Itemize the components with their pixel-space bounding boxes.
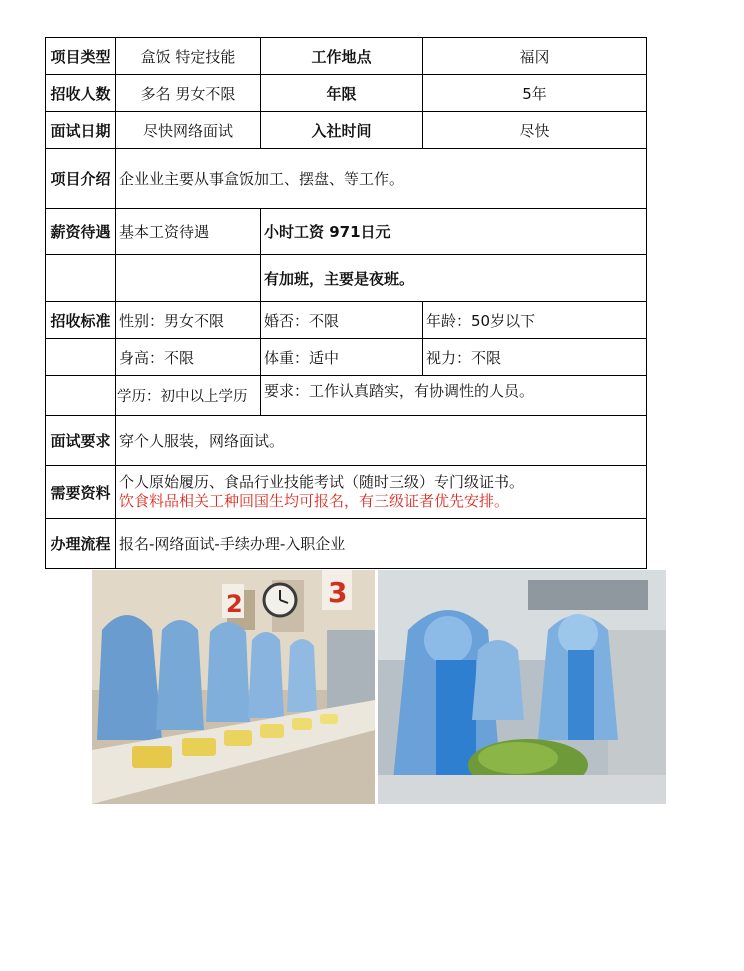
value-headcount: 多名 男女不限 [116,75,261,112]
row-headcount [46,75,647,112]
bento-line-image [92,570,375,804]
value-docs [116,466,647,519]
label-standard: 招收标准 [46,302,116,339]
empty-cell [116,255,261,302]
value-term: 5年 [423,75,647,112]
value-height: 身高：不限 [116,339,261,376]
value-interview-req: 穿个人服装，网络面试。 [116,416,647,466]
label-term: 年限 [261,75,423,112]
docs-line-2: 饮食料品相关工种回国生均可报名，有三级证者优先安排。 [119,492,510,510]
label-start-date: 入社时间 [261,112,423,149]
row-intro [46,149,647,209]
row-salary [46,209,647,255]
value-requirement: 要求：工作认真踏实，有协调性的人员。 [261,376,647,416]
info-table [45,37,647,569]
value-intro: 企业业主要从事盒饭加工、摆盘、等工作。 [116,149,647,209]
empty-cell [46,339,116,376]
label-interview-req: 面试要求 [46,416,116,466]
row-interview-date [46,112,647,149]
row-docs [46,466,647,519]
empty-cell [46,376,116,416]
empty-cell [46,255,116,302]
vegetable-prep-image [378,570,666,804]
value-work-location: 福冈 [423,38,647,75]
value-education: 学历：初中以上学历 [116,376,261,416]
value-process: 报名-网络面试-手续办理-入职企业 [116,519,647,569]
label-interview-date: 面试日期 [46,112,116,149]
label-headcount: 招收人数 [46,75,116,112]
row-overtime [46,255,647,302]
value-marriage: 婚否：不限 [261,302,423,339]
label-process: 办理流程 [46,519,116,569]
photo-bento-line [92,570,375,804]
label-work-location: 工作地点 [261,38,423,75]
sign-3: 3 [328,576,348,609]
label-intro: 项目介绍 [46,149,116,209]
value-weight: 体重：适中 [261,339,423,376]
row-standard-2 [46,339,647,376]
row-process [46,519,647,569]
row-standard-1 [46,302,647,339]
value-interview-date: 尽快网络面试 [116,112,261,149]
row-interview-req [46,416,647,466]
docs-line-1: 个人原始履历、食品行业技能考试（随时三级）专门级证书。 [119,473,525,491]
row-project-type [46,38,647,75]
value-project-type: 盒饭 特定技能 [116,38,261,75]
photo-vegetable-prep [378,570,666,804]
recruitment-sheet [45,37,646,569]
value-vision: 视力：不限 [423,339,647,376]
value-hourly-wage: 小时工资 971日元 [261,209,647,255]
label-salary: 薪资待遇 [46,209,116,255]
label-docs: 需要资料 [46,466,116,519]
row-standard-3 [46,376,647,416]
value-salary-base: 基本工资待遇 [116,209,261,255]
value-overtime: 有加班，主要是夜班。 [261,255,647,302]
label-project-type: 项目类型 [46,38,116,75]
value-start-date: 尽快 [423,112,647,149]
sign-2: 2 [226,590,243,618]
photo-strip [92,570,666,804]
value-age: 年龄：50岁以下 [423,302,647,339]
value-gender: 性别：男女不限 [116,302,261,339]
